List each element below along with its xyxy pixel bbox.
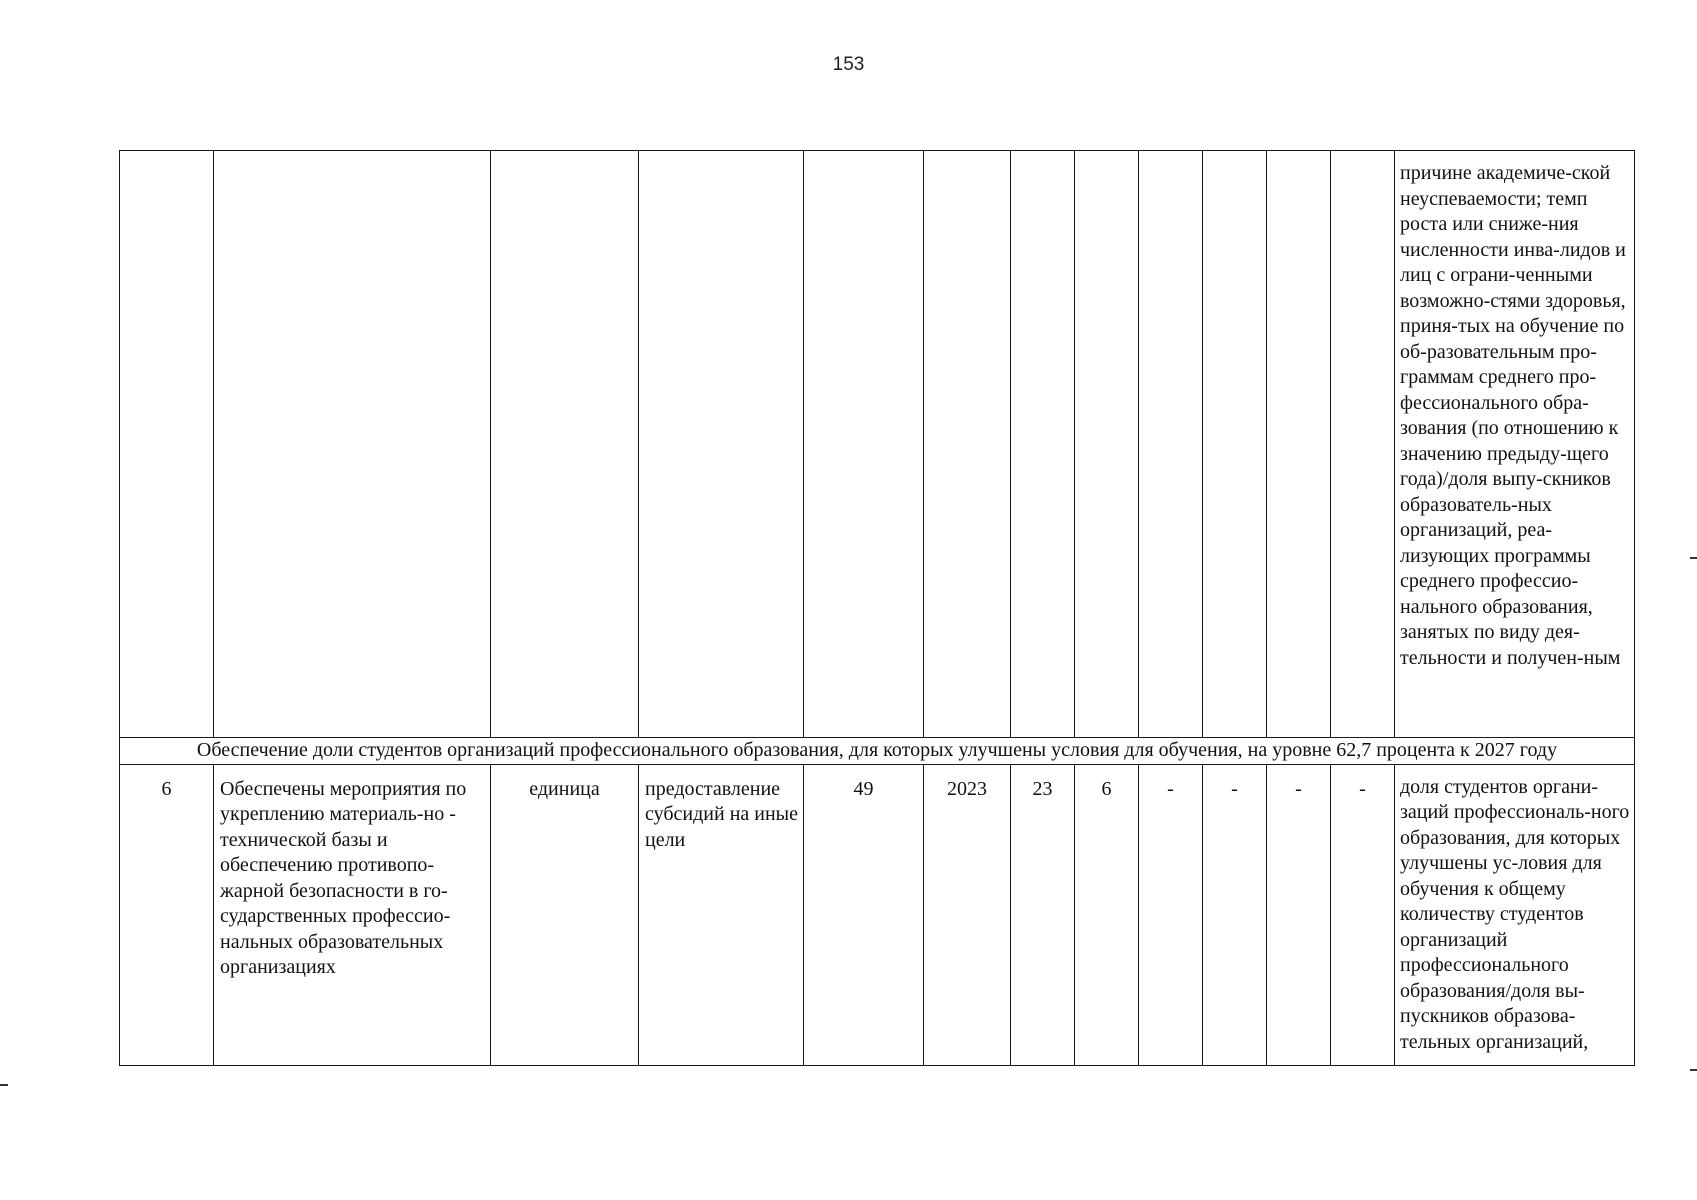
cell-val5 xyxy=(1203,151,1267,738)
value-7: - xyxy=(1359,777,1366,800)
value-2: 23 xyxy=(1032,777,1053,800)
scan-mark-right-bottom xyxy=(1690,1069,1697,1071)
cell-val2 xyxy=(1011,764,1075,1065)
cell-val6 xyxy=(1267,151,1331,738)
cell-year xyxy=(924,764,1011,1065)
table-row-continued xyxy=(120,151,1635,738)
table-row xyxy=(120,764,1635,1065)
cell-val3 xyxy=(1075,764,1139,1065)
cell-num xyxy=(120,764,214,1065)
base-value: 49 xyxy=(853,777,874,800)
cell-val7 xyxy=(1331,764,1395,1065)
cell-val2 xyxy=(1011,151,1075,738)
section-header-row xyxy=(120,738,1635,765)
section-header: Обеспечение доли студентов организаций профессионального образования, для которых улучшены условия для обучения, на уровне 62,7 процента к 2027 году xyxy=(120,738,1635,765)
value-3: 6 xyxy=(1101,777,1112,800)
cell-unit xyxy=(491,764,639,1065)
value-4: - xyxy=(1167,777,1174,800)
continued-description-text: причине академиче-ской неуспеваемости; темп роста или сниже-ния численности инва-лидов и лиц с ограни-ченными возможно-стями здоровья, приня-тых на обучение по об-разовательным про-граммам среднего про-фессионального обра-зования (по отношению к значению предыду-щего года)/доля выпу-скников образователь-ных организаций, реа-лизующих программы среднего профессио-нального образования, занятых по виду дея-тельности и получен-ным xyxy=(1400,162,1626,669)
cell-name xyxy=(214,151,491,738)
cell-mechanism xyxy=(639,764,804,1065)
cell-val4 xyxy=(1139,764,1203,1065)
indicators-table xyxy=(119,150,1635,1066)
page-number: 153 xyxy=(832,54,865,75)
cell-val1 xyxy=(804,764,924,1065)
cell-name xyxy=(214,764,491,1065)
cell-val4 xyxy=(1139,151,1203,738)
cell-year xyxy=(924,151,1011,738)
cell-num xyxy=(120,151,214,738)
indicator-description: доля студентов органи-заций профессиональ-ного образования, для которых улучшены ус-ловия для обучения к общему количеству студентов организаций профессионального образования/доля вы-пускников образова-тельных организаций, xyxy=(1400,775,1630,1053)
cell-val1 xyxy=(804,151,924,738)
row-number: 6 xyxy=(161,777,172,800)
cell-val5 xyxy=(1203,764,1267,1065)
value-5: - xyxy=(1231,777,1238,800)
cell-val7 xyxy=(1331,151,1395,738)
cell-description xyxy=(1395,764,1635,1065)
unit-of-measure: единица xyxy=(529,777,600,800)
scan-mark-right-top xyxy=(1690,557,1697,559)
event-name: Обеспечены мероприятия по укреплению материаль-но - технической базы и обеспечению противопо-жарной безопасности в го-сударственных профессио-нальных образовательных организациях xyxy=(220,777,467,978)
value-6: - xyxy=(1295,777,1302,800)
mechanism: предоставление субсидий на иные цели xyxy=(645,777,798,851)
scan-mark-left xyxy=(0,1084,8,1086)
cell-description xyxy=(1395,151,1635,738)
cell-val6 xyxy=(1267,764,1331,1065)
cell-unit xyxy=(491,151,639,738)
cell-mechanism xyxy=(639,151,804,738)
cell-val3 xyxy=(1075,151,1139,738)
base-year: 2023 xyxy=(947,777,987,800)
